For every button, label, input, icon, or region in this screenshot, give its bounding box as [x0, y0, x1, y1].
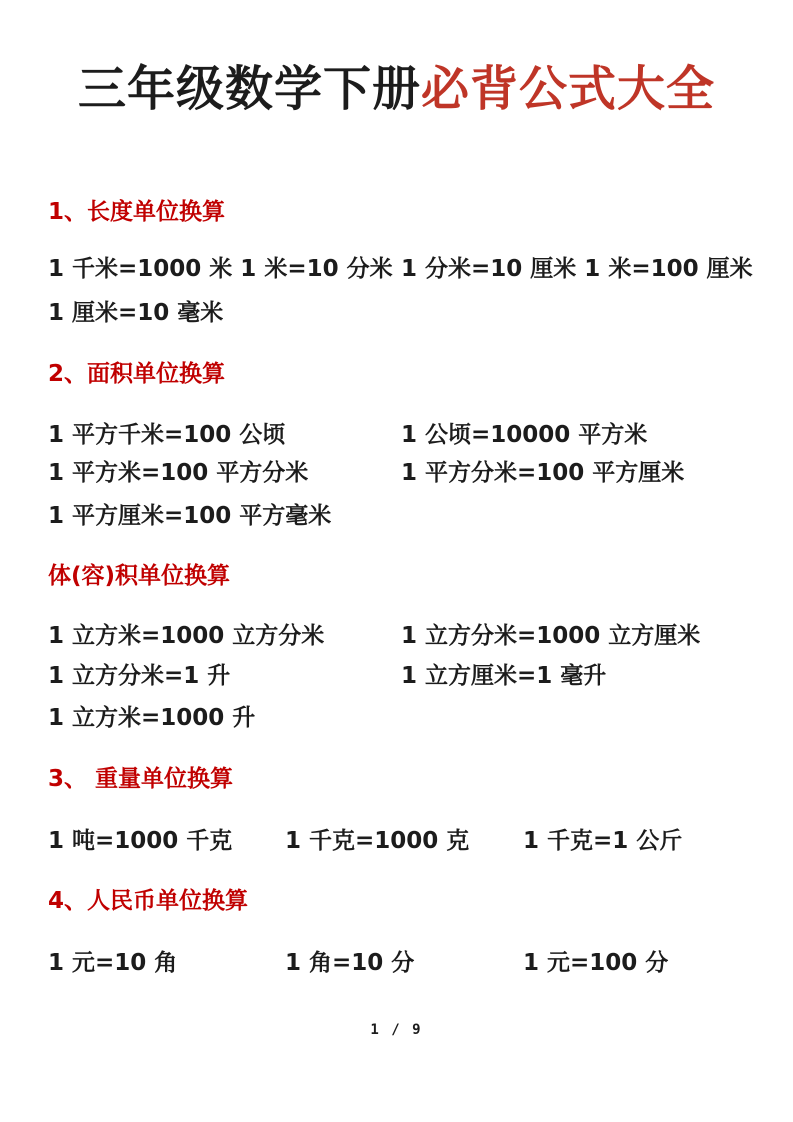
formula-text: 1 公顷=10000 平方米 — [401, 422, 648, 448]
section-heading-volume-units: 体(容)积单位换算 — [48, 563, 231, 589]
page-title-red-part: 必背公式大全 — [421, 61, 716, 117]
formula-text: 1 立方厘米=1 毫升 — [401, 663, 607, 689]
formula-row — [0, 663, 793, 689]
section-heading-currency-units: 4、人民币单位换算 — [48, 888, 249, 914]
formula-row — [0, 950, 793, 976]
formula-text: 1 千克=1 公斤 — [523, 828, 683, 854]
formula-row — [0, 460, 793, 486]
formula-text: 1 平方米=100 平方分米 — [48, 460, 309, 486]
section-heading-length-units: 1、长度单位换算 — [48, 199, 226, 225]
formula-row — [0, 422, 793, 448]
formula-text: 1 立方米=1000 升 — [48, 705, 256, 731]
formula-text: 1 角=10 分 — [285, 950, 415, 976]
formula-text: 1 立方分米=1000 立方厘米 — [401, 623, 701, 649]
page-title-black-part: 三年级数学下册 — [77, 61, 421, 117]
formula-text: 1 分米=10 厘米 1 米=100 厘米 — [401, 256, 753, 282]
formula-row — [0, 256, 793, 282]
formula-text: 1 千克=1000 克 — [285, 828, 470, 854]
section-heading-area-units: 2、面积单位换算 — [48, 361, 226, 387]
formula-text: 1 平方厘米=100 平方毫米 — [48, 503, 332, 529]
formula-text: 1 吨=1000 千克 — [48, 828, 233, 854]
formula-row — [0, 623, 793, 649]
formula-row — [0, 300, 793, 326]
formula-row — [0, 503, 793, 529]
formula-text: 1 立方分米=1 升 — [48, 663, 231, 689]
formula-text: 1 平方千米=100 公顷 — [48, 422, 286, 448]
formula-row — [0, 705, 793, 731]
formula-text: 1 平方分米=100 平方厘米 — [401, 460, 685, 486]
page-number: 1 / 9 — [370, 1022, 423, 1038]
page-title — [0, 60, 793, 118]
formula-text: 1 立方米=1000 立方分米 — [48, 623, 325, 649]
formula-text: 1 厘米=10 毫米 — [48, 300, 224, 326]
formula-row — [0, 828, 793, 854]
section-heading-weight-units: 3、 重量单位换算 — [48, 766, 234, 792]
formula-text: 1 千米=1000 米 1 米=10 分米 — [48, 256, 393, 282]
formula-text: 1 元=100 分 — [523, 950, 669, 976]
formula-text: 1 元=10 角 — [48, 950, 178, 976]
